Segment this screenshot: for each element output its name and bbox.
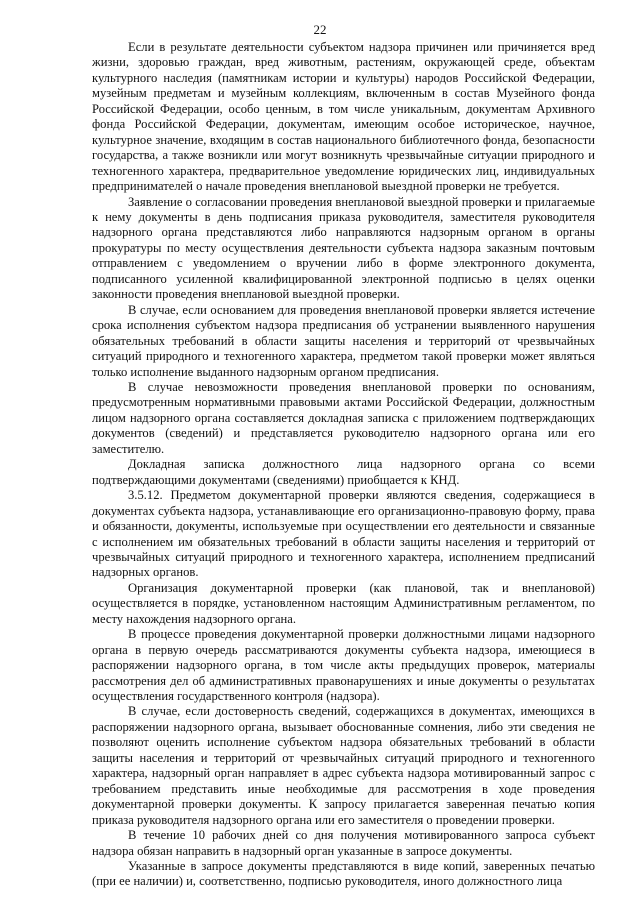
paragraph-reasoned-request: В случае, если достоверность сведений, содержащихся в документах, имеющихся в распоряжении надзорного органа, вызывает обоснованные сомнения, либо эти сведения не позволяют оценить исполнение субъектом надзора обязательных требований в области защиты населения и территорий от чрезвычайных ситуаций природного и техногенного характера, надзорный орган направляет в адрес субъекта надзора мотивированный запрос с требованием представить иные необходимые для рассмотрения в ходе проведения документарной проверки документы. К запросу прилагается заверенная печатью копия приказа руководителя надзорного органа или его заместителя о проведении проверки. xyxy=(92,704,595,827)
paragraph-ten-days: В течение 10 рабочих дней со дня получения мотивированного запроса субъект надзора обязан направить в надзорный орган указанные в запросе документы. xyxy=(92,828,595,858)
page-number: 22 xyxy=(313,22,327,37)
paragraph-approval-application: Заявление о согласовании проведения внеплановой выездной проверки и прилагаемые к нему документы в день подписания приказа руководителя, заместителя руководителя надзорного органа представляются либо направляются надзорным органом в органы прокуратуры по месту осуществления деятельности субъекта надзора заказным почтовым отправлением с уведомлением о вручении либо в форме электронного документа, подписанного усиленной квалифицированной электронной подписью в целях оценки законности проведения внеплановой выездной проверки. xyxy=(92,194,595,302)
paragraph-documentary-organization: Организация документарной проверки (как плановой, так и внеплановой) осуществляется в порядке, установленном настоящим Административным регламентом, по месту нахождения надзорного органа. xyxy=(92,580,595,626)
paragraph-memo-attached: Докладная записка должностного лица надзорного органа со всеми подтверждающими документами (сведениями) приобщается к КНД. xyxy=(92,457,595,487)
paragraph-harm-no-notice: Если в результате деятельности субъектом надзора причинен или причиняется вред жизни, здоровью граждан, вред животным, растениям, окружающей среде, объектам культурного наследия (памятникам истории и культуры) народов Российской Федерации, музейным предметам и музейным коллекциям, включенным в состав Музейного фонда Российской Федерации, особо ценным, в том числе уникальным, документам Архивного фонда Российской Федерации, документам, имеющим особое историческое, научное, культурное значение, входящим в состав национального библиотечного фонда, безопасности государства, а также возникли или могут возникнуть чрезвычайные ситуации природного и техногенного характера, предварительное уведомление юридических лиц, индивидуальных предпринимателей о начале проведения внеплановой выездной проверки не требуется. xyxy=(92,40,595,194)
paragraph-section-3-5-12: 3.5.12. Предметом документарной проверки являются сведения, содержащиеся в документах субъекта надзора, устанавливающие его организационно-правовую форму, права и обязанности, документы, используемые при осуществлении его деятельности и связанные с исполнением им обязательных требований в области защиты населения и территорий от чрезвычайных ситуаций природного и техногенного характера, исполнением предписаний надзорных органов. xyxy=(92,488,595,580)
paragraph-inspection-impossible: В случае невозможности проведения внеплановой проверки по основаниям, предусмотренным нормативными правовыми актами Российской Федерации, должностным лицом надзорного органа составляется докладная записка с приложением подтверждающих документов (сведений) и представляется руководителю надзорного органа или его заместителю. xyxy=(92,379,595,456)
paragraph-order-expiry: В случае, если основанием для проведения внеплановой проверки является истечение срока исполнения субъектом надзора предписания об устранении выявленного нарушения обязательных требований в области защиты населения и территорий от чрезвычайных ситуаций природного и техногенного характера, предметом такой проверки может являться только исполнение выданного надзорным органом предписания. xyxy=(92,302,595,379)
page-body xyxy=(92,40,595,890)
paragraph-documents-review: В процессе проведения документарной проверки должностными лицами надзорного органа в первую очередь рассматриваются документы субъекта надзора, имеющиеся в распоряжении надзорного органа, в том числе акты предыдущих проверок, материалы рассмотрения дел об административных правонарушениях и иные документы о результатах осуществления государственного контроля (надзора). xyxy=(92,627,595,704)
paragraph-copies-certified: Указанные в запросе документы представляются в виде копий, заверенных печатью (при ее наличии) и, соответственно, подписью руководителя, иного должностного лица xyxy=(92,859,595,889)
